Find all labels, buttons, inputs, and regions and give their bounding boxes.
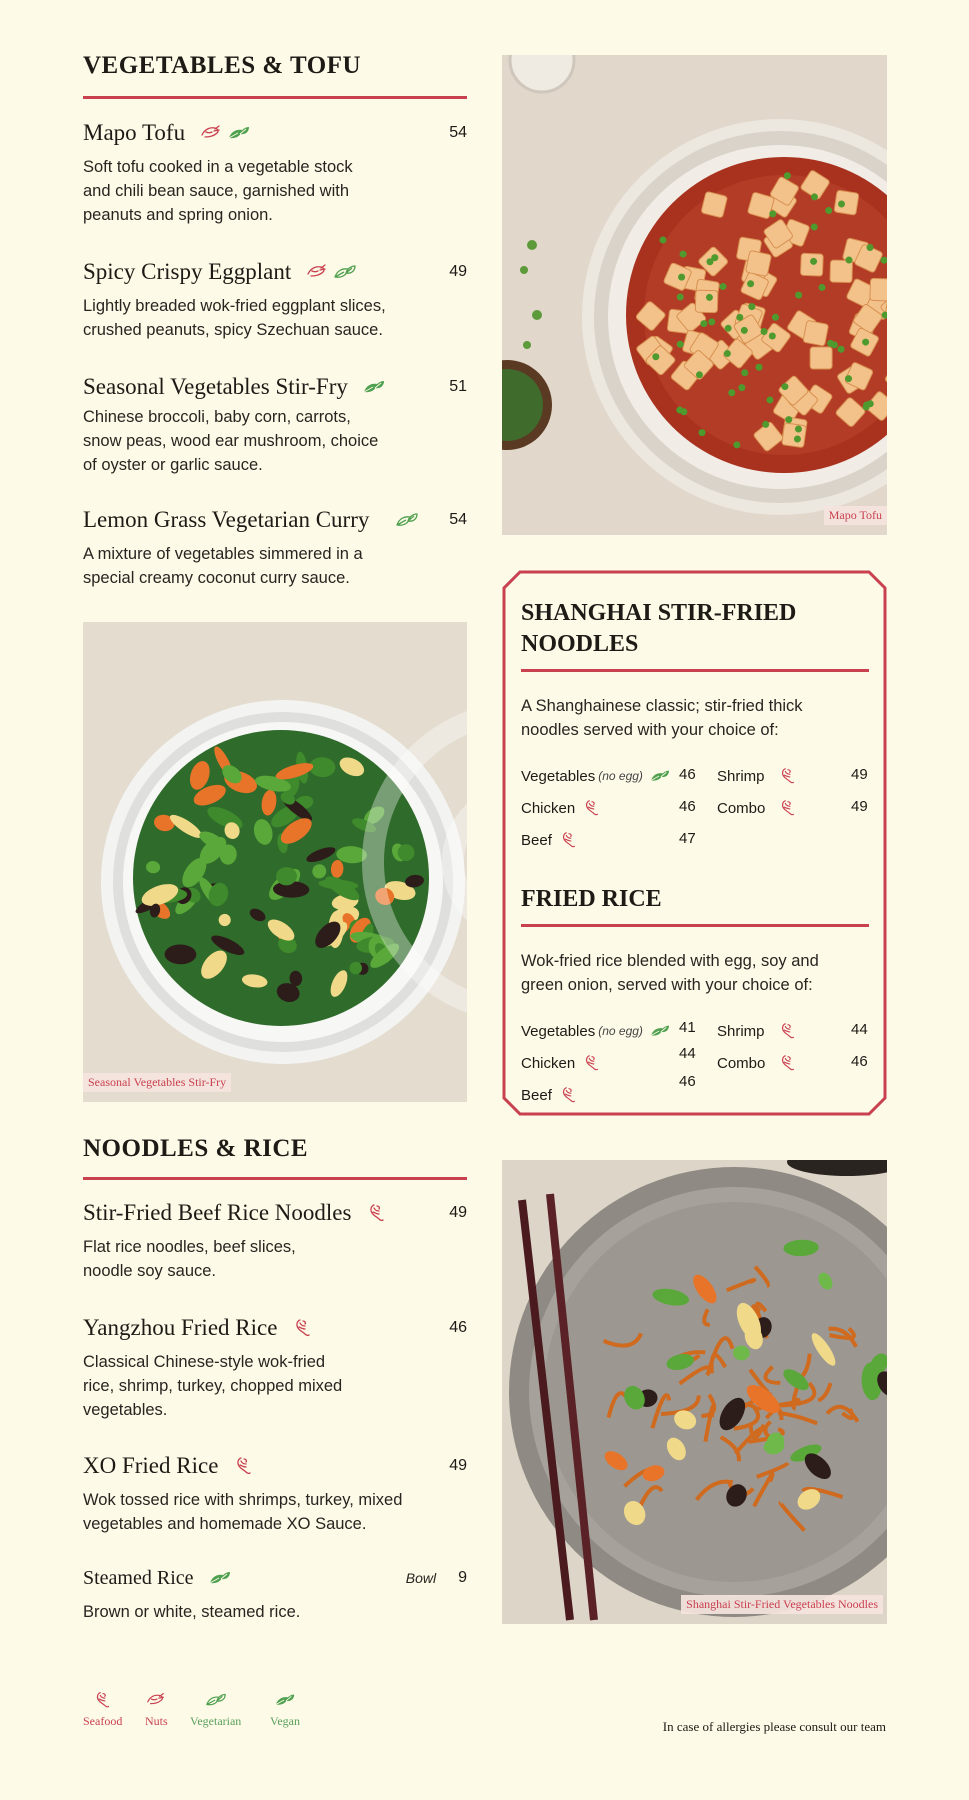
option-vegetables: Vegetables (no egg)	[521, 764, 671, 788]
section-rule	[83, 1177, 467, 1180]
fried-rice-title: FRIED RICE	[521, 886, 662, 912]
vegetarian-icon	[205, 1690, 227, 1710]
seafood-icon	[291, 1318, 315, 1338]
option-shrimp: Shrimp	[717, 764, 799, 788]
item-description: A mixture of vegetables simmered in a special creamy coconut curry sauce.	[83, 545, 363, 587]
seafood-icon	[581, 799, 603, 817]
menu-item-lemon-grass-curry	[83, 504, 467, 590]
seafood-icon	[777, 767, 799, 785]
photo-mapo-tofu	[502, 55, 887, 535]
photo-seasonal-stir-fry	[83, 622, 467, 1102]
option-price: 46	[851, 1053, 868, 1070]
item-price: 54	[449, 124, 467, 141]
menu-item-spicy-crispy-eggplant	[83, 256, 467, 342]
menu-item-steamed-rice	[83, 1562, 467, 1624]
option-beef: Beef	[521, 828, 580, 852]
item-price: 9	[458, 1569, 467, 1586]
section-title-vegetables: VEGETABLES & TOFU	[83, 52, 362, 79]
option-shrimp: Shrimp	[717, 1019, 799, 1043]
menu-item-mapo-tofu	[83, 117, 467, 227]
option-price: 49	[851, 798, 868, 815]
seafood-icon	[581, 1054, 603, 1072]
seafood-icon	[777, 799, 799, 817]
photo-shanghai-noodles	[502, 1160, 887, 1624]
menu-item-yangzhou-fried-rice	[83, 1312, 467, 1422]
seafood-icon	[365, 1203, 389, 1223]
vegan-icon	[227, 123, 251, 143]
option-price: 44	[679, 1045, 696, 1062]
photo-caption: Mapo Tofu	[824, 506, 887, 525]
item-name: Steamed Rice	[83, 1566, 194, 1589]
item-description: Soft tofu cooked in a vegetable stock and chili bean sauce, garnished with peanuts and spring onion.	[83, 158, 353, 224]
option-price: 44	[851, 1021, 868, 1038]
option-chicken: Chicken	[521, 1051, 603, 1075]
vegetarian-icon	[395, 510, 419, 530]
option-price: 46	[679, 1073, 696, 1090]
legend-vegan: Vegan	[270, 1690, 300, 1729]
nuts-icon	[199, 123, 223, 143]
vegan-icon	[274, 1690, 296, 1710]
section-rule	[521, 669, 869, 672]
item-price: 49	[449, 263, 467, 280]
vegan-icon	[649, 767, 671, 785]
shanghai-options	[521, 764, 869, 860]
allergy-footnote: In case of allergies please consult our team	[662, 1719, 886, 1734]
option-vegetables: Vegetables (no egg)	[521, 1019, 671, 1043]
seafood-icon	[558, 1086, 580, 1104]
section-rule	[521, 924, 869, 927]
item-name: Spicy Crispy Eggplant	[83, 259, 292, 284]
item-price: 46	[449, 1319, 467, 1336]
menu-item-seasonal-vegetables-stir-fry	[83, 371, 467, 477]
menu-item-xo-fried-rice	[83, 1450, 467, 1536]
item-name: Seasonal Vegetables Stir-Fry	[83, 374, 348, 399]
vegetarian-icon	[333, 262, 357, 282]
nuts-icon	[145, 1690, 167, 1710]
option-price: 47	[679, 830, 696, 847]
vegan-icon	[208, 1568, 232, 1588]
fried-rice-options	[521, 1019, 869, 1115]
item-description: Flat rice noodles, beef slices, noodle soy sauce.	[83, 1238, 296, 1280]
item-name: XO Fried Rice	[83, 1453, 219, 1478]
item-description: Wok tossed rice with shrimps, turkey, mixed vegetables and homemade XO Sauce.	[83, 1491, 403, 1533]
item-price: 49	[449, 1457, 467, 1474]
legend-nuts: Nuts	[145, 1690, 168, 1729]
option-chicken: Chicken	[521, 796, 603, 820]
option-price: 46	[679, 798, 696, 815]
item-price: 51	[449, 378, 467, 395]
option-combo: Combo	[717, 1051, 799, 1075]
item-description: Lightly breaded wok-fried eggplant slices, crushed peanuts, spicy Szechuan sauce.	[83, 297, 386, 339]
menu-item-beef-rice-noodles	[83, 1197, 467, 1283]
option-price: 46	[679, 766, 696, 783]
nuts-icon	[305, 262, 329, 282]
option-combo: Combo	[717, 796, 799, 820]
photo-caption: Seasonal Vegetables Stir-Fry	[83, 1073, 231, 1092]
seafood-icon	[232, 1456, 256, 1476]
specials-box	[502, 570, 887, 1116]
photo-caption: Shanghai Stir-Fried Vegetables Noodles	[681, 1595, 883, 1614]
vegan-icon	[362, 377, 386, 397]
option-beef: Beef	[521, 1083, 580, 1107]
shanghai-title: SHANGHAI STIR-FRIED NOODLES	[521, 600, 797, 657]
item-portion: Bowl	[405, 1570, 437, 1586]
seafood-icon	[777, 1054, 799, 1072]
section-rule	[83, 96, 467, 99]
item-description: Brown or white, steamed rice.	[83, 1603, 301, 1621]
seafood-icon	[92, 1690, 114, 1710]
option-price: 49	[851, 766, 868, 783]
item-name: Lemon Grass Vegetarian Curry	[83, 507, 370, 532]
vegan-icon	[649, 1022, 671, 1040]
item-description: Chinese broccoli, baby corn, carrots, snow peas, wood ear mushroom, choice of oyster or garlic sauce.	[83, 408, 379, 474]
fried-rice-description: Wok-fried rice blended with egg, soy and green onion, served with your choice of:	[521, 952, 819, 994]
legend-seafood: Seafood	[83, 1690, 122, 1729]
shanghai-description: A Shanghainese classic; stir-fried thick noodles served with your choice of:	[521, 697, 803, 739]
item-name: Mapo Tofu	[83, 120, 186, 145]
seafood-icon	[558, 831, 580, 849]
item-name: Stir-Fried Beef Rice Noodles	[83, 1200, 352, 1225]
item-price: 49	[449, 1204, 467, 1221]
item-name: Yangzhou Fried Rice	[83, 1315, 278, 1340]
item-price: 54	[449, 511, 467, 528]
item-description: Classical Chinese-style wok-fried rice, shrimp, turkey, chopped mixed vegetables.	[83, 1353, 343, 1419]
section-title-noodles-rice: NOODLES & RICE	[83, 1135, 309, 1162]
legend-vegetarian: Vegetarian	[190, 1690, 241, 1729]
option-price: 41	[679, 1019, 696, 1036]
seafood-icon	[777, 1022, 799, 1040]
